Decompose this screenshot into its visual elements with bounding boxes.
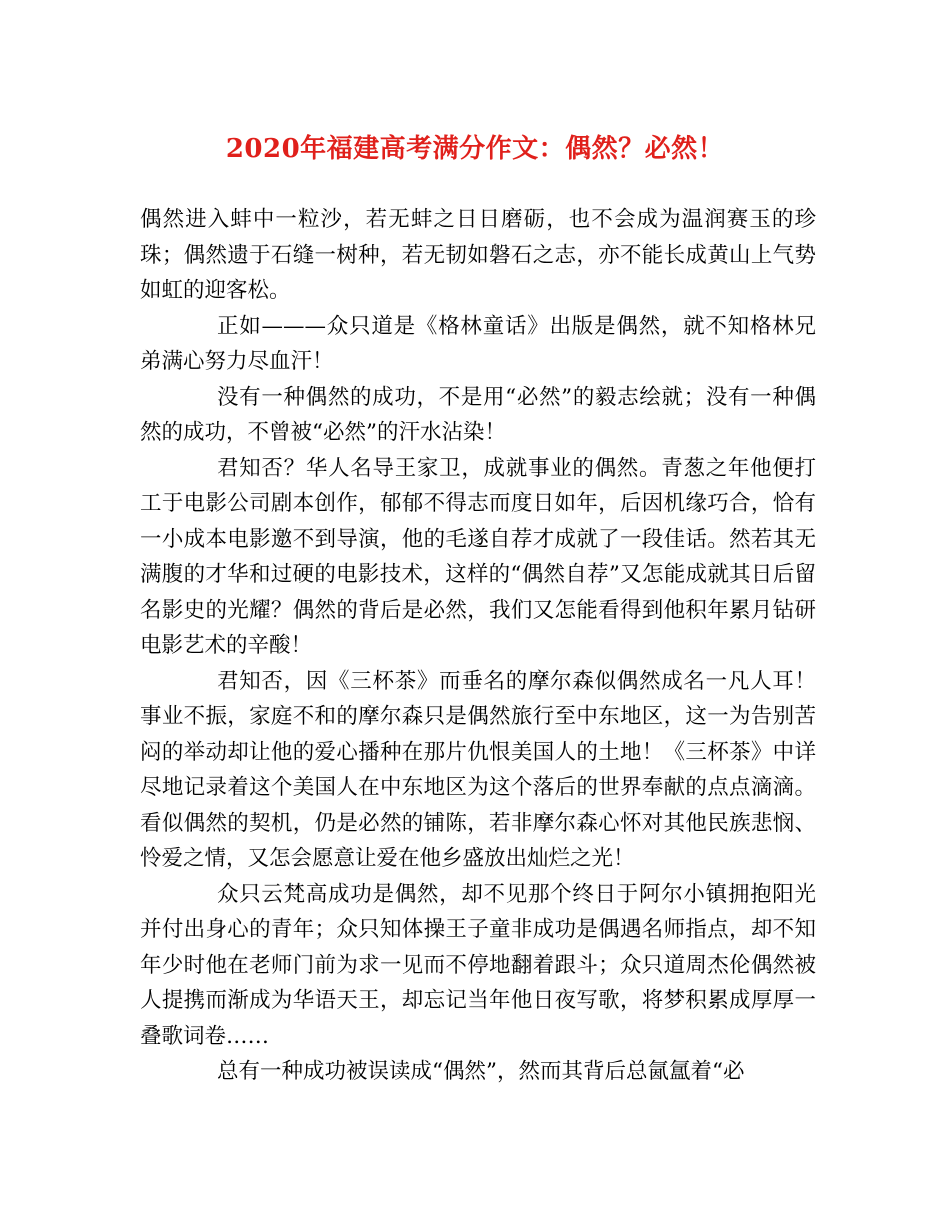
paragraph: 总有一种成功被误读成“偶然”，然而其背后总氤氲着“必 bbox=[217, 1059, 745, 1084]
document-body bbox=[140, 202, 816, 1090]
paragraph: 众只云梵高成功是偶然，却不见那个终日于阿尔小镇拥抱阳光并付出身心的青年；众只知体操王子童非成功是偶遇名师指点，却不知年少时他在老师门前为求一见而不停地翻着跟斗；众只道周杰伦偶然被人提携而渐成为华语天王，却忘记当年他日夜写歌，将梦积累成厚厚一叠歌词卷…… bbox=[140, 881, 816, 1049]
paragraph: 君知否？华人名导王家卫，成就事业的偶然。青葱之年他便打工于电影公司剧本创作，郁郁不得志而度日如年，后因机缘巧合，恰有一小成本电影邀不到导演，他的毛遂自荐才成就了一段佳话。然若其无满腹的才华和过硬的电影技术，这样的“偶然自荐”又怎能成就其日后留名影史的光耀？偶然的背后是必然，我们又怎能看得到他积年累月钻研电影艺术的辛酸！ bbox=[140, 455, 816, 658]
paragraph: 偶然进入蚌中一粒沙，若无蚌之日日磨砺，也不会成为温润赛玉的珍珠；偶然遗于石缝一树种，若无韧如磐石之志，亦不能长成黄山上气势如虹的迎客松。 bbox=[140, 207, 816, 303]
paragraph: 没有一种偶然的成功，不是用“必然”的毅志绘就；没有一种偶然的成功，不曾被“必然”的汗水沾染！ bbox=[140, 384, 816, 445]
paragraph: 君知否，因《三杯茶》而垂名的摩尔森似偶然成名一凡人耳！事业不振，家庭不和的摩尔森只是偶然旅行至中东地区，这一为告别苦闷的举动却让他的爱心播种在那片仇恨美国人的土地！《三杯茶》中详尽地记录着这个美国人在中东地区为这个落后的世界奉献的点点滴滴。看似偶然的契机，仍是必然的铺陈，若非摩尔森心怀对其他民族悲悯、怜爱之情，又怎会愿意让爱在他乡盛放出灿烂之光！ bbox=[140, 668, 816, 871]
paragraph: 正如———众只道是《格林童话》出版是偶然，就不知格林兄弟满心努力尽血汗！ bbox=[140, 313, 816, 374]
document-title: 2020年福建高考满分作文：偶然？必然！ bbox=[225, 134, 725, 164]
